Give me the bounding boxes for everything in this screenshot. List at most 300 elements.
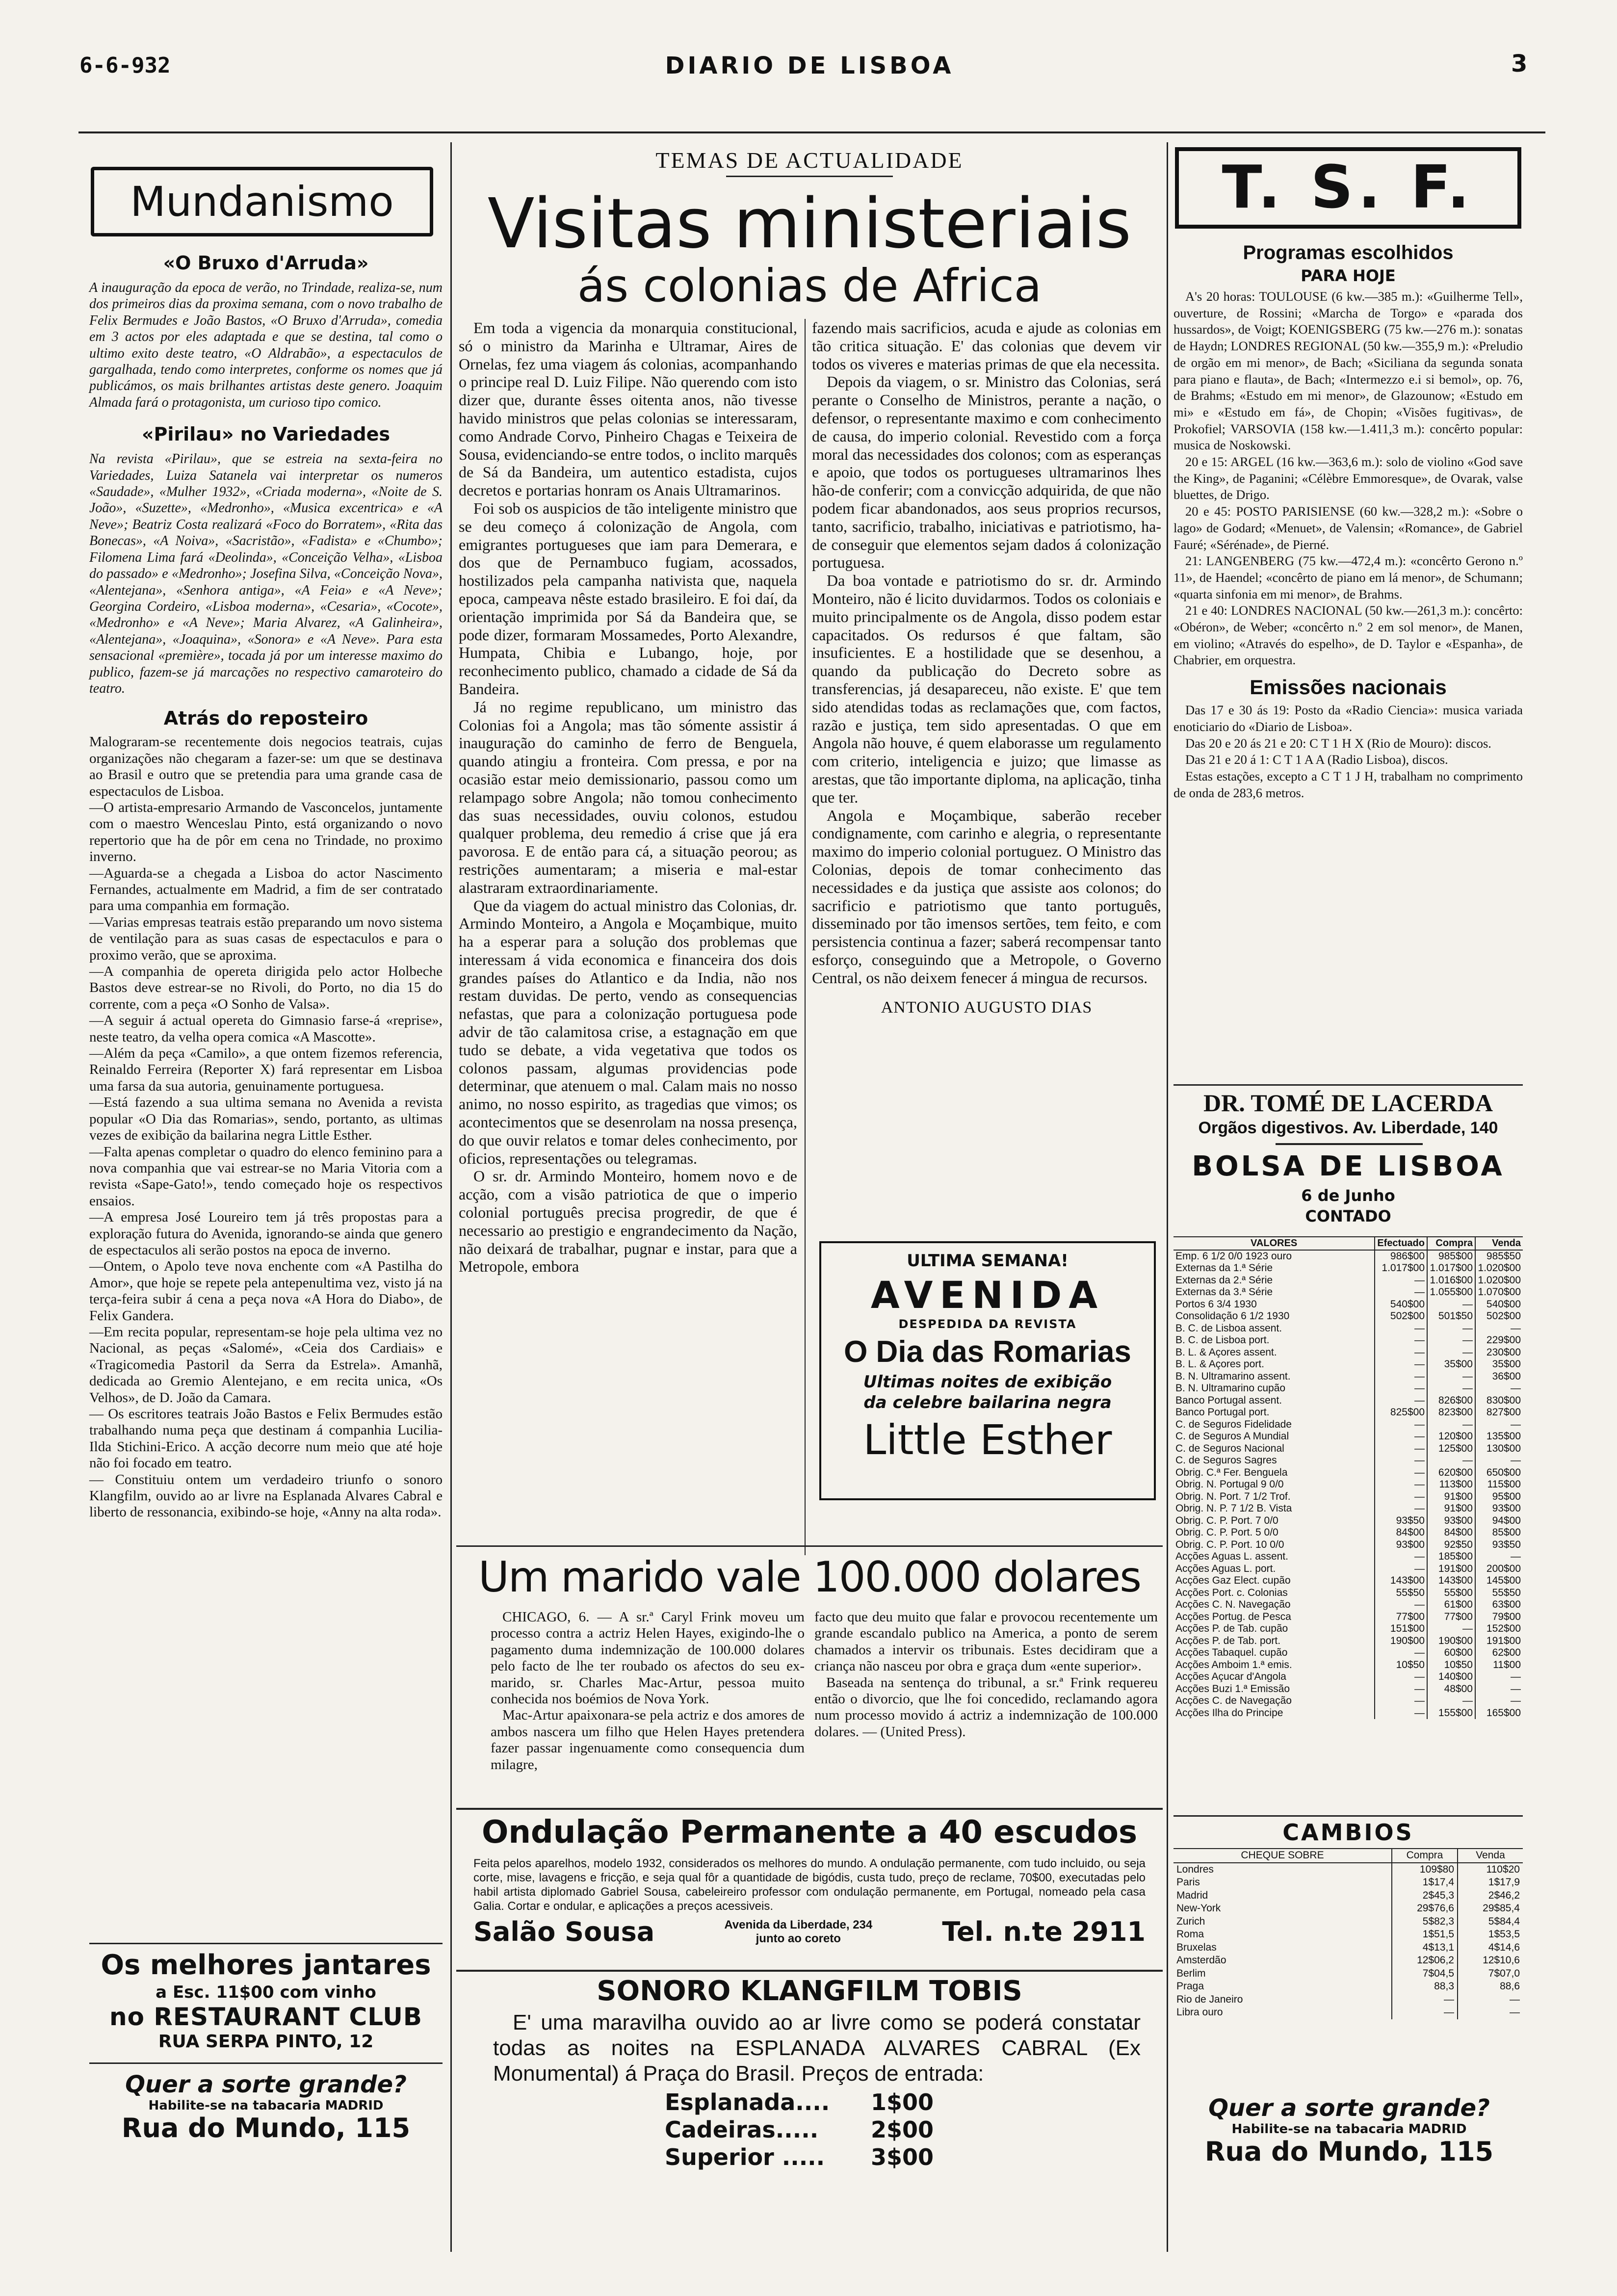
table-row xyxy=(1174,1443,1523,1455)
currency-name: Paris xyxy=(1176,1877,1200,1888)
avenida-line4: O Dia das Romarias xyxy=(844,1335,1131,1369)
stock-value: — xyxy=(1375,1419,1427,1431)
mundanismo-paragraph: —Além da peça «Camilo», a que ontem fizemos referencia, Reinaldo Ferreira (Reporter X) fará representar em Lisboa uma farsa da sua autoria, genuinamente portuguesa. xyxy=(89,1045,443,1094)
table-row xyxy=(1174,1358,1523,1371)
table-row xyxy=(1174,1455,1523,1467)
stock-value: — xyxy=(1475,1419,1523,1431)
stock-value: 36$00 xyxy=(1475,1371,1523,1383)
sonoro-price-row xyxy=(665,2143,1160,2171)
stock-name: B. N. Ultramarino cupão xyxy=(1175,1383,1286,1394)
price-value: 3$00 xyxy=(871,2144,934,2170)
tsf-paragraph: 21: LANGENBERG (75 kw.—472,4 m.): «concêrto Gerono n.º 11», de Haendel; «concêrto de piano em lá menor», de Schumann; «quarta sinfonia em mi menor», de Brahms. xyxy=(1174,553,1523,601)
price-label: Cadeiras..... xyxy=(665,2116,819,2143)
ondulacao-footer xyxy=(473,1916,1146,1947)
stock-value: — xyxy=(1427,1371,1475,1383)
rate-value: 109$80 xyxy=(1392,1863,1458,1877)
sonoro-prices xyxy=(665,2088,1160,2171)
currency-name: Zurich xyxy=(1176,1915,1205,1927)
table-row xyxy=(1174,1623,1523,1635)
stock-value: 1.017$00 xyxy=(1375,1262,1427,1275)
table-row xyxy=(1174,1707,1523,1720)
ad-sorte-line1: Quer a sorte grande? xyxy=(125,2071,407,2098)
stock-value: — xyxy=(1427,1623,1475,1635)
stock-name: Obrig. C.ª Fer. Benguela xyxy=(1175,1466,1288,1478)
table-row xyxy=(1174,1407,1523,1419)
stock-value: — xyxy=(1427,1323,1475,1335)
bolsa-header-compra: Compra xyxy=(1427,1237,1475,1250)
mundanismo-heading-1: «O Bruxo d'Arruda» xyxy=(163,252,369,274)
bolsa-title: BOLSA DE LISBOA xyxy=(1192,1150,1505,1182)
ad-jantares-line1: Os melhores jantares xyxy=(101,1949,431,1981)
stock-value: — xyxy=(1375,1286,1427,1299)
ad-sorte-line2: Habilite-se na tabacaria MADRID xyxy=(148,2098,384,2113)
table-row xyxy=(1174,1467,1523,1479)
mundanismo-paragraph: —Varias empresas teatrais estão preparando um novo sistema de ventilação para as suas casas de espectaculos e para o proximo verão, que se aproxima. xyxy=(89,914,443,963)
ondulacao-body: Feita pelos aparelhos, modelo 1932, considerados os melhores do mundo. A ondulação permanente, com tudo incluido, ou seja corte, mise, lavagens e fricção, e seja qual fôr a quantidade de bigódis, custa tudo, preço de reclame, 70$00, executadas pelo habil artista diplomado Gabriel Sousa, cabeleireiro professor com ondulação permanente, em Portugal, nomeado pela casa Galia. Cortar e ondular, e aplicações a preços acessiveis. xyxy=(473,1857,1146,1913)
stock-value: 55$50 xyxy=(1375,1587,1427,1599)
stock-name: Acções Buzi 1.ª Emissão xyxy=(1175,1683,1290,1695)
page-number: 3 xyxy=(1511,50,1528,78)
stock-name: B. C. de Lisboa assent. xyxy=(1175,1322,1282,1334)
stock-value: — xyxy=(1375,1395,1427,1407)
cambios-table xyxy=(1174,1848,1523,2019)
marido-rule xyxy=(456,1545,1163,1547)
article-paragraph: Da boa vontade e patriotismo do sr. dr. Armindo Monteiro, não é licito duvidarmos. Todos os coloniais e muito principalmente os de Angola, disso podem estar capacitados. Os redursos é que faltam, são insuficientes. E a hostilidade que se desenhou, a quando da publicação do Decreto sobre as transferencias, já desapareceu, não existe. E' que tem sido atendidas todas as reclamações que, com factos, razão e justiça, tem sido apresentadas. O que em Angola não houve, é quem elaborasse um regulamento com criterio, inteligencia e juizo; que limasse as arestas, que tão importante diploma, na aplicação, tinha que ter. xyxy=(812,572,1161,806)
stock-value: 63$00 xyxy=(1475,1599,1523,1611)
table-row xyxy=(1174,1479,1523,1491)
rate-value: 12$10,6 xyxy=(1458,1954,1523,1967)
stock-value: 48$00 xyxy=(1427,1683,1475,1696)
sonoro-price-row xyxy=(665,2088,1160,2116)
stock-value: 191$00 xyxy=(1475,1635,1523,1647)
stock-value: — xyxy=(1475,1323,1523,1335)
table-row xyxy=(1174,1527,1523,1539)
stock-value: — xyxy=(1375,1563,1427,1575)
table-row xyxy=(1174,1347,1523,1359)
table-row xyxy=(1174,1371,1523,1383)
ad-sorte-line3: Rua do Mundo, 115 xyxy=(121,2113,411,2143)
article-paragraph: Já no regime republicano, um ministro das Colonias foi a Angola; mas tão sómente assistir á inauguração do caminho de ferro de Benguela, quando atingiu a fronteira. Com pressa, e por na ocasião estar meio demissionario, passou como um relampago sobre Angola; não tomou conhecimento das suas necessidades, ouviu colonos, estudou qualquer problema, deu remedio á crise que já era pavorosa. E de então para cá, a situação peorou; as restrições aumentaram; a miseria e mal-estar alastraram extraordinariamente. xyxy=(459,698,797,896)
table-row xyxy=(1174,1395,1523,1407)
stock-name: Obrig. N. Port. 7 1/2 Trof. xyxy=(1175,1490,1291,1502)
article-title: Visitas ministeriais xyxy=(487,184,1132,264)
table-row xyxy=(1174,1980,1523,1993)
stock-value: 11$00 xyxy=(1475,1659,1523,1671)
stock-value: — xyxy=(1475,1695,1523,1707)
ad-sorte-line2: Habilite-se na tabacaria MADRID xyxy=(1231,2122,1467,2137)
marido-paragraph: Baseada na sentença do tribunal, a sr.ª Frink requereu então o divorcio, que lhe foi concedido, reclamando agora num processo movido á actriz a indemnização de 100.000 dolares. — (United Press). xyxy=(814,1674,1158,1740)
stock-name: C. de Seguros Nacional xyxy=(1175,1442,1284,1454)
stock-value: — xyxy=(1427,1334,1475,1347)
stock-name: Externas da 3.ª Série xyxy=(1175,1286,1273,1298)
stock-value: 190$00 xyxy=(1375,1635,1427,1647)
stock-value: 823$00 xyxy=(1427,1407,1475,1419)
stock-name: Acções P. de Tab. cupão xyxy=(1175,1623,1288,1634)
stock-value: 540$00 xyxy=(1475,1299,1523,1311)
marido-paragraph: Mac-Artur apaixonara-se pela actriz e dos amores de ambos nascera um filho que Helen Hayes pretendera fazer passar ingenuamente como consequencia dum milagre, xyxy=(491,1707,805,1773)
stock-value: — xyxy=(1375,1358,1427,1371)
sonoro-body: E' uma maravilha ouvido ao ar livre como se poderá constatar todas as noites na ESPLANADA ALVARES CABRAL (Ex Monumental) á Praça do Brasil. Preços de entrada: xyxy=(493,2010,1141,2086)
currency-name: New-York xyxy=(1176,1903,1221,1914)
stock-value: 84$00 xyxy=(1375,1527,1427,1539)
stock-value: — xyxy=(1375,1443,1427,1455)
stock-value: 1.016$00 xyxy=(1427,1275,1475,1287)
avenida-line5: Ultimas noites de exibição xyxy=(863,1372,1112,1392)
avenida-line1: ULTIMA SEMANA! xyxy=(907,1251,1069,1271)
ad-sorte-line1: Quer a sorte grande? xyxy=(1208,2094,1490,2122)
stock-value: — xyxy=(1375,1479,1427,1491)
stock-value: — xyxy=(1375,1503,1427,1515)
rate-value: 110$20 xyxy=(1458,1863,1523,1877)
tsf-paragraph: A's 20 horas: TOULOUSE (6 kw.—385 m.): «Guilherme Tell», ouverture, de Rossini; «Marcha de Torgo» e «parada dos hussardos», de Voigt; KOENIGSBERG (75 kw.—276 m.): sonatas de Haydn; LONDRES REGIONAL (50 kw.—355,9 m.): «Preludio de orgão em mi menor», de Bach; «Siciliana da segunda sonata para piano e flauta», de Bach; «Intermezzo e.i si bemol», op. 76, de Brahms; «Estudo em mi menor», de Glazounow; «Estudo em mi» e «Estudo em fá», de Chopin; «Visões fugitivas», de Prokofiel; VARSOVIA (158 kw.—1.411,3 m.): concêrto popular: musica de Noskowski. xyxy=(1174,289,1523,453)
price-value: 1$00 xyxy=(871,2089,934,2115)
stock-name: Acções Tabaquel. cupão xyxy=(1175,1647,1288,1658)
stock-value: 93$00 xyxy=(1475,1503,1523,1515)
stock-name: Obrig. N. P. 7 1/2 B. Vista xyxy=(1175,1503,1292,1514)
rate-value: 1$53,5 xyxy=(1458,1928,1523,1941)
table-row xyxy=(1174,1902,1523,1915)
stock-name: Obrig. C. P. Port. 7 0/0 xyxy=(1175,1514,1278,1526)
stock-value: 985$50 xyxy=(1475,1250,1523,1263)
stock-value: 93$00 xyxy=(1375,1539,1427,1551)
ad-jantares-line2: a Esc. 11$00 com vinho xyxy=(156,1983,376,2002)
stock-value: — xyxy=(1475,1683,1523,1696)
stock-value: — xyxy=(1375,1707,1427,1720)
ad-rule xyxy=(89,1943,443,1944)
article-paragraph: Em toda a vigencia da monarquia constitucional, só o ministro da Marinha e Ultramar, Aires de Ornelas, fez uma viagem ás colonias, acompanhando o principe real D. Luiz Filipe. Não querendo com isto dizer que, durante êsses oitenta anos, não tivesse havido ministros que pelas colonias se interessaram, como Andrade Corvo, Pinheiro Chagas e Teixeira de Sousa, evidenciando-se entre todos, o inclito marquês de Sá da Bandeira, um autentico estadista, cujos decretos e portarias honram os Anais Ultramarinos. xyxy=(459,319,797,499)
rate-value: 1$17,4 xyxy=(1392,1876,1458,1889)
stock-name: Externas da 2.ª Série xyxy=(1175,1274,1273,1286)
salao-tel: Tel. n.te 2911 xyxy=(942,1916,1146,1947)
kicker-ornament xyxy=(726,176,893,177)
stock-value: 1.055$00 xyxy=(1427,1286,1475,1299)
ad-jantares-line4: RUA SERPA PINTO, 12 xyxy=(158,2032,374,2052)
tsf-paragraph: 20 e 15: ARGEL (16 kw.—363,6 m.): solo de violino «God save the King», de Paganini; «Célèbre Emmoresque», de Ovarak, valse bluettes, de Drigo. xyxy=(1174,454,1523,502)
cambios-header-venda: Venda xyxy=(1458,1849,1523,1863)
tsf-title: T. S. F. xyxy=(1222,154,1475,222)
table-row xyxy=(1174,1262,1523,1275)
ondulacao-title: Ondulação Permanente a 40 escudos xyxy=(481,1814,1138,1851)
mundanismo-paragraph: Malograram-se recentemente dois negocios teatrais, cujas organizações não chegaram a fazer-se: um que se destinava ao Brasil e outro que se pretendia para uma grande casa de espectaculos de Lisboa. xyxy=(89,734,443,799)
sonoro-price-row xyxy=(665,2116,1160,2143)
bolsa-date: 6 de Junho xyxy=(1301,1186,1395,1205)
stock-value: 143$00 xyxy=(1375,1575,1427,1587)
table-row xyxy=(1174,1599,1523,1611)
stock-value: 55$50 xyxy=(1475,1587,1523,1599)
stock-value: 35$00 xyxy=(1427,1358,1475,1371)
mundanismo-paragraph: —A companhia de opereta dirigida pelo actor Holbeche Bastos deve estrear-se no Rivoli, do Porto, no dia 15 do corrente, com a peça «O Sonho de Valsa». xyxy=(89,964,443,1012)
bolsa-header-efectuado: Efectuado xyxy=(1375,1237,1427,1250)
stock-name: B. N. Ultramarino assent. xyxy=(1175,1370,1291,1382)
tsf-paragraph: 21 e 40: LONDRES NACIONAL (50 kw.—261,3 m.): concêrto: «Obéron», de Weber; «concêrto n.º 2 em sol menor», de Manen, em violino; «Através do espelho», de D. Taylor e «Espanha», de Chabrier, em orquestra. xyxy=(1174,603,1523,668)
ad-sonoro xyxy=(459,1975,1160,2171)
article-paragraph: Depois da viagem, o sr. Ministro das Colonias, será perante o Conselho de Ministros, perante a nação, o defensor, o representante maximo e com conhecimento de causa, do imperio colonial. Revestido com a força moral das necessidades dos colonos; com as esperanças e apoio, que todos os portugueses ultramarinos lhes hão-de conferir; com a convicção adquirida, de que não podem ficar abandonados, aos seus proprios recursos, tanto, sacrificio, trabalho, iniciativas e patriotismo, ha-de conseguir que elementos sejam dados á colonização portuguesa. xyxy=(812,373,1161,572)
stock-value: 145$00 xyxy=(1475,1575,1523,1587)
stock-value: 229$00 xyxy=(1475,1334,1523,1347)
stock-value: 91$00 xyxy=(1427,1491,1475,1503)
stock-value: 125$00 xyxy=(1427,1443,1475,1455)
rate-value: — xyxy=(1458,1993,1523,2007)
mundanismo-paragraph: —Aguarda-se a chegada a Lisboa do actor Nascimento Fernandes, actualmente em Madrid, a fim de ser contratado para uma companhia em formação. xyxy=(89,865,443,914)
stock-value: 55$00 xyxy=(1427,1587,1475,1599)
stock-value: 650$00 xyxy=(1475,1467,1523,1479)
mundanismo-column xyxy=(89,250,443,1521)
article-column-2 xyxy=(812,319,1161,1017)
rate-value: 4$14,6 xyxy=(1458,1941,1523,1955)
stock-value: — xyxy=(1475,1455,1523,1467)
rate-value: 5$82,3 xyxy=(1392,1915,1458,1929)
stock-name: Acções P. de Tab. port. xyxy=(1175,1635,1281,1646)
stock-value: 61$00 xyxy=(1427,1599,1475,1611)
stock-value: — xyxy=(1375,1455,1427,1467)
rate-value: 88,3 xyxy=(1392,1980,1458,1993)
ad-sorte-grande-left xyxy=(89,2071,443,2143)
stock-name: Banco Portugal assent. xyxy=(1175,1394,1282,1406)
table-row xyxy=(1174,1928,1523,1941)
stock-value: 190$00 xyxy=(1427,1635,1475,1647)
ad-lacerda xyxy=(1174,1088,1523,1138)
table-row xyxy=(1174,1299,1523,1311)
stock-value: — xyxy=(1375,1599,1427,1611)
stock-value: — xyxy=(1375,1683,1427,1696)
stock-name: C. de Seguros Sagres xyxy=(1175,1455,1277,1466)
salao-sousa: Salão Sousa xyxy=(473,1916,655,1947)
stock-value: 60$00 xyxy=(1427,1647,1475,1659)
newspaper-name: DIARIO DE LISBOA xyxy=(665,52,954,79)
tsf-paragraph: Das 17 e 30 ás 19: Posto da «Radio Ciencia»: musica variada enoticiario do «Diario de Lisboa». xyxy=(1174,703,1523,734)
article-paragraph: fazendo mais sacrificios, acuda e ajude as colonias em tão critica situação. E' das colonias que devem vir todos os viveres e materias primas de que ela necessita. xyxy=(812,319,1161,373)
stock-value: — xyxy=(1375,1275,1427,1287)
article-paragraph: Que da viagem do actual ministro das Colonias, dr. Armindo Monteiro, a Angola e Moçambique, muito ha a esperar para a solução dos problemas que interessam á vida economica e financeira dos dois grandes países do Atlantico e da India, não nos restam duvidas. De perto, vendo as consequencias nefastas, que para a colonização portuguesa pode advir de tão calamitosa crise, a estagnação em que tudo se debate, a vida vegetativa que todos os colonos passam, algumas providencias pode determinar, que atenuem o mal. Calam mais no nosso animo, no nosso espirito, as tragedias que vimos; os acontecimentos que se desenrolam na nossa presença, do que ouvir relatos e tomar deles conhecimento, por oficios, representações ou telegramas. xyxy=(459,896,797,1167)
marido-paragraph: facto que deu muito que falar e provocou recentemente um grande escandalo publico na America, a ponto de serem chamados a intervir os tribunais. Estes decidiram que a criança não nasceu por obra e graça dum «ente superior». xyxy=(814,1609,1158,1674)
table-row xyxy=(1174,1515,1523,1527)
article-paragraph: O sr. dr. Armindo Monteiro, homem novo e de acção, com a visão patriotica de que o imperio colonial português precisa progredir, de que é necessario ao prestigio e engrandecimento da Nação, não deixará de trabalhar, pugnar e instar, para que a Metropole, embora xyxy=(459,1167,797,1276)
avenida-line3: DESPEDIDA DA REVISTA xyxy=(898,1317,1077,1331)
table-row xyxy=(1174,1275,1523,1287)
column-rule xyxy=(450,142,452,2252)
stock-name: Obrig. C. P. Port. 10 0/0 xyxy=(1175,1539,1284,1550)
stock-value: 79$00 xyxy=(1475,1611,1523,1623)
table-row xyxy=(1174,1967,1523,1981)
stock-name: C. de Seguros A Mundial xyxy=(1175,1431,1289,1442)
rate-value: 12$06,2 xyxy=(1392,1954,1458,1967)
tsf-heading-box xyxy=(1175,147,1521,229)
stock-name: Acções Ilha do Principe xyxy=(1175,1707,1283,1719)
cambios-body xyxy=(1174,1863,1523,2019)
stock-value: 95$00 xyxy=(1475,1491,1523,1503)
mundanismo-paragraph: —Falta apenas completar o quadro do elenco feminino para a nova companhia que vai estrear-se no Maria Vitoria com a revista «Sape-Gato!», tendo começado hoje os respectivos ensaios. xyxy=(89,1144,443,1209)
table-row xyxy=(1174,1383,1523,1395)
article-author: ANTONIO AUGUSTO DIAS xyxy=(881,998,1093,1017)
stock-value: 985$00 xyxy=(1427,1250,1475,1263)
stock-value: 825$00 xyxy=(1375,1407,1427,1419)
stock-name: Acções Gaz Elect. cupão xyxy=(1175,1575,1291,1586)
stock-value: 826$00 xyxy=(1427,1395,1475,1407)
rate-value: — xyxy=(1392,2006,1458,2019)
stock-name: Obrig. C. P. Port. 5 0/0 xyxy=(1175,1527,1278,1538)
ad-jantares-line3: no RESTAURANT CLUB xyxy=(109,2003,423,2031)
price-value: 2$00 xyxy=(871,2116,934,2143)
stock-name: Banco Portugal port. xyxy=(1175,1407,1270,1418)
rate-value: 29$76,6 xyxy=(1392,1902,1458,1915)
table-row xyxy=(1174,1419,1523,1431)
stock-name: Externas da 1.ª Série xyxy=(1175,1262,1273,1274)
stock-value: 152$00 xyxy=(1475,1623,1523,1635)
stock-value: 35$00 xyxy=(1475,1358,1523,1371)
stock-value: 120$00 xyxy=(1427,1431,1475,1443)
stock-value: 200$00 xyxy=(1475,1563,1523,1575)
bolsa-header-row xyxy=(1174,1237,1523,1250)
ornament-divider xyxy=(1276,1143,1423,1145)
article-column-1 xyxy=(459,319,797,1276)
stock-name: Acções C. de Navegação xyxy=(1175,1695,1292,1706)
stock-value: 540$00 xyxy=(1375,1299,1427,1311)
table-row xyxy=(1174,1695,1523,1707)
stock-value: 986$00 xyxy=(1375,1250,1427,1263)
ad-sorte-grande-right xyxy=(1177,2095,1521,2166)
stock-value: — xyxy=(1375,1467,1427,1479)
rate-value: 29$85,4 xyxy=(1458,1902,1523,1915)
table-row xyxy=(1174,1954,1523,1967)
stock-value: 151$00 xyxy=(1375,1623,1427,1635)
price-label: Esplanada.... xyxy=(665,2089,830,2115)
table-row xyxy=(1174,1941,1523,1955)
tsf-paragraph: Estas estações, excepto a C T 1 J H, trabalham no comprimento de onda de 283,6 metros. xyxy=(1174,768,1523,800)
tsf-subheading: PARA HOJE xyxy=(1301,266,1396,285)
currency-name: Bruxelas xyxy=(1176,1941,1217,1953)
page-header xyxy=(0,43,1617,82)
stock-name: Obrig. N. Portugal 9 0/0 xyxy=(1175,1479,1284,1490)
article-kicker: TEMAS DE ACTUALIDADE xyxy=(655,148,964,173)
table-row xyxy=(1174,1323,1523,1335)
stock-value: 62$00 xyxy=(1475,1647,1523,1659)
table-row xyxy=(1174,1889,1523,1903)
stock-value: — xyxy=(1427,1695,1475,1707)
avenida-line2: AVENIDA xyxy=(870,1273,1105,1317)
article-paragraph: Foi sob os auspicios de tão inteligente ministro que se deu começo á colonização de Angola, com emigrantes portugueses que iam para Demerara, e dos que de Pernambuco fugiam, acossados, hostilizados pela campanha nativista que, naquela epoca, campeava nêste estado brasileiro. E foi daí, da orientação imprimida por Sá da Bandeira que, se pode dizer, formaram Mossamedes, Porto Alexandre, Humpata, Chibia e Lubango, hoje, por reconhecimento publico, chamado a cidade de Sá da Bandeira. xyxy=(459,499,797,698)
avenida-line7: Little Esther xyxy=(863,1416,1112,1464)
cambios-section xyxy=(1174,1815,1523,2019)
stock-value: 113$00 xyxy=(1427,1479,1475,1491)
cambios-header-cheque: CHEQUE SOBRE xyxy=(1241,1850,1324,1861)
rate-value: 7$07,0 xyxy=(1458,1967,1523,1981)
table-row xyxy=(1174,1683,1523,1696)
rate-value: 5$84,4 xyxy=(1458,1915,1523,1929)
lacerda-rule xyxy=(1174,1084,1523,1086)
marido-paragraph: CHICAGO, 6. — A sr.ª Caryl Frink moveu um processo contra a actriz Helen Hayes, exigindo-lhe o pagamento duma indemnização de 100.000 dolares pelo facto de lhe ter roubado os afectos do seu ex-marido, sr. Charles Mac-Artur, pessoa muito conhecida nos boémios de Nova York. xyxy=(491,1609,805,1707)
table-row xyxy=(1174,1635,1523,1647)
currency-name: Madrid xyxy=(1176,1889,1208,1901)
rate-value: 2$46,2 xyxy=(1458,1889,1523,1903)
rate-value: 7$04,5 xyxy=(1392,1967,1458,1981)
stock-value: — xyxy=(1375,1491,1427,1503)
stock-name: Portos 6 3/4 1930 xyxy=(1175,1298,1257,1310)
table-row xyxy=(1174,1876,1523,1889)
marido-column-1 xyxy=(491,1609,805,1773)
mundanismo-heading-3: Atrás do reposteiro xyxy=(163,707,368,730)
stock-value: 93$50 xyxy=(1475,1539,1523,1551)
stock-value: 1.017$00 xyxy=(1427,1262,1475,1275)
stock-value: 191$00 xyxy=(1427,1563,1475,1575)
rate-value: 2$45,3 xyxy=(1392,1889,1458,1903)
article-subtitle: ás colonias de Africa xyxy=(577,260,1042,312)
stock-value: 185$00 xyxy=(1427,1551,1475,1563)
stock-value: 10$50 xyxy=(1375,1659,1427,1671)
stock-value: 10$50 xyxy=(1427,1659,1475,1671)
tsf-heading-2: Emissões nacionais xyxy=(1250,676,1447,699)
mundanismo-paragraph: — Constituiu ontem um verdadeiro triunfo o sonoro Klangfilm, ouvido ao ar livre na Esplanada Alvares Cabral e liberto de ressonancia, exibindo-se hoje, «Anny na alta roda». xyxy=(89,1471,443,1520)
mundanismo-paragraph: —A empresa José Loureiro tem já três propostas para a exploração futura do Avenida, ignorando-se ainda que genero de espectaculos ali serão postos na epoca de inverno. xyxy=(89,1209,443,1258)
stock-value: — xyxy=(1375,1334,1427,1347)
stock-value: — xyxy=(1375,1323,1427,1335)
ad-avenida xyxy=(819,1241,1156,1500)
stock-value: 115$00 xyxy=(1475,1479,1523,1491)
stock-name: Emp. 6 1/2 0/0 1923 ouro xyxy=(1175,1250,1292,1262)
table-row xyxy=(1174,1491,1523,1503)
mundanismo-heading-box xyxy=(91,167,433,236)
mundanismo-paragraph: Na revista «Pirilau», que se estreia na sexta-feira no Variedades, Luiza Satanela vai interpretar os numeros «Saudade», «Mulher 1932», «Criada moderna», «Noite de S. João», «Suzette», «Medronho», «Musica excentrica» e «A Neve»; Beatriz Costa realizará «Foco do Borratem», «Rita das Bonecas», «A Noiva», «Sacristão», «Fadista» e «Chumbo»; Filomena Lima fará «Deolinda», «Conceição Velha», «Lisboa do passado» e «Medronho»; Josefina Silva, «Conceição Nova», «Alentejana», «Senhora antiga», «A Feia» e «A Neve»; Georgina Cordeiro, «Lisboa moderna», «Cesaria», «Cocote», «Medronho» e «A Neve»; Maria Alvarez, «A Galinheira», «Alentejana», «Joaquina», «Sonora» e «A Neve». Para esta sensacional «première», tocada já por um interesse maximo do publico, fazem-se já marcações no respectivo camaroteiro do teatro. xyxy=(89,451,443,696)
cambios-header-compra: Compra xyxy=(1392,1849,1458,1863)
stock-value: — xyxy=(1475,1671,1523,1683)
table-row xyxy=(1174,1915,1523,1929)
mundanismo-paragraph: — Os escritores teatrais João Bastos e Felix Bermudes estão trabalhando numa peça que destinam á companhia Lucilia-Ilda Stichini-Erico. A acção decorre num meio que até hoje não foi focado em teatro. xyxy=(89,1406,443,1471)
stock-value: — xyxy=(1375,1431,1427,1443)
stock-value: 620$00 xyxy=(1427,1467,1475,1479)
lacerda-line1: DR. TOMÉ DE LACERDA xyxy=(1203,1089,1493,1117)
stock-value: 1.070$00 xyxy=(1475,1286,1523,1299)
table-row xyxy=(1174,1575,1523,1587)
header-rule xyxy=(78,131,1545,133)
table-row xyxy=(1174,1250,1523,1263)
stock-value: 502$00 xyxy=(1475,1310,1523,1323)
stock-value: — xyxy=(1475,1551,1523,1563)
table-row xyxy=(1174,1647,1523,1659)
currency-name: Libra ouro xyxy=(1176,2007,1223,2018)
ad-ondulacao xyxy=(459,1811,1160,1947)
marido-title: Um marido vale 100.000 dolares xyxy=(478,1553,1141,1602)
currency-name: Berlim xyxy=(1176,1967,1206,1979)
stock-name: B. C. de Lisboa port. xyxy=(1175,1334,1270,1346)
table-row xyxy=(1174,1659,1523,1671)
bolsa-header-venda: Venda xyxy=(1475,1237,1523,1250)
stock-name: Consolidação 6 1/2 1930 xyxy=(1175,1310,1290,1322)
currency-name: Londres xyxy=(1176,1863,1214,1875)
stock-name: Acções Port. c. Colonias xyxy=(1175,1587,1288,1598)
stock-value: 92$50 xyxy=(1427,1539,1475,1551)
stock-value: — xyxy=(1427,1383,1475,1395)
rate-value: — xyxy=(1458,2006,1523,2019)
table-row xyxy=(1174,1587,1523,1599)
stock-name: Acções C. N. Navegação xyxy=(1175,1599,1291,1610)
ad-sorte-line3: Rua do Mundo, 115 xyxy=(1204,2136,1494,2167)
stock-value: 93$50 xyxy=(1375,1515,1427,1527)
avenida-line6: da celebre bailarina negra xyxy=(863,1393,1112,1412)
stock-value: — xyxy=(1375,1551,1427,1563)
stock-value: 94$00 xyxy=(1475,1515,1523,1527)
sonoro-title: SONORO KLANGFILM TOBIS xyxy=(597,1975,1022,2007)
stock-value: 130$00 xyxy=(1475,1443,1523,1455)
mundanismo-paragraph: —O artista-empresario Armando de Vasconcelos, juntamente com o maestro Wenceslau Pinto, está organizando o novo repertorio que ha de pôr em cena no Trindade, no proximo inverno. xyxy=(89,799,443,865)
stock-value: 1.020$00 xyxy=(1475,1275,1523,1287)
stock-value: 84$00 xyxy=(1427,1527,1475,1539)
stock-value: — xyxy=(1375,1695,1427,1707)
bolsa-header-valores: VALORES xyxy=(1174,1237,1375,1250)
mundanismo-paragraph: —A seguir á actual opereta do Gimnasio farse-á «reprise», neste teatro, da velha opera comica «A Mascotte». xyxy=(89,1013,443,1045)
stock-value: — xyxy=(1375,1671,1427,1683)
ad-rule xyxy=(89,2062,443,2064)
page-ref: 6-6-932 xyxy=(79,53,171,78)
stock-value: — xyxy=(1427,1419,1475,1431)
